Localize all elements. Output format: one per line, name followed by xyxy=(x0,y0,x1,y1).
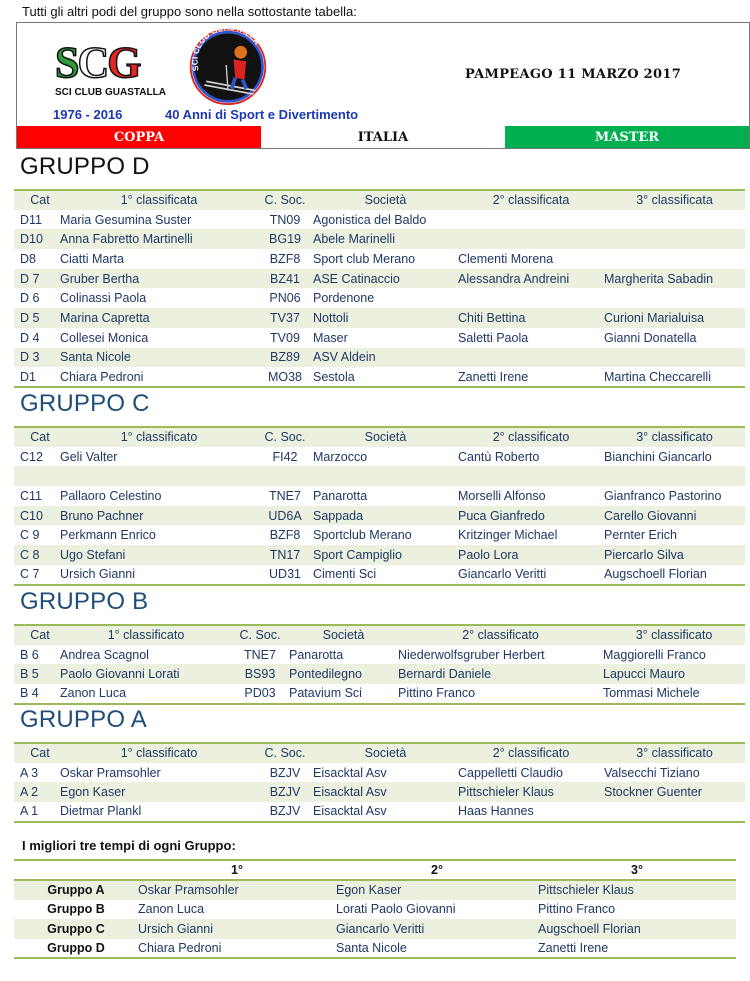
cell-third-place: Piercarlo Silva xyxy=(604,545,745,565)
cell-second-place: Saletti Paola xyxy=(458,330,529,345)
cell-club-code: TV09 xyxy=(270,330,300,345)
cell-club: Maser xyxy=(313,330,348,345)
cell-club: Cimenti Sci xyxy=(313,567,377,582)
group-title-a: GRUPPO A xyxy=(20,706,147,733)
col-header-third: 3° xyxy=(538,860,736,880)
group-b-table xyxy=(14,624,745,705)
cell-third: Pittino Franco xyxy=(538,902,616,917)
group-title-d: GRUPPO D xyxy=(20,153,150,180)
cell-second-place: Giancarlo Veritti xyxy=(458,567,547,582)
col-header-second-place: 2° classificato xyxy=(458,743,604,763)
table-row xyxy=(14,802,745,822)
cell-third-place: Lapucci Mauro xyxy=(603,664,745,684)
cell-second-place: Cantù Roberto xyxy=(458,449,540,464)
cell-club-code: UD6A xyxy=(258,506,312,526)
cell-cat: A 1 xyxy=(20,804,39,819)
cell-cat: C 7 xyxy=(20,567,40,582)
cell-third-place: Gianni Donatella xyxy=(604,330,697,345)
cell-second-place: Pittschieler Klaus xyxy=(458,782,604,802)
table-row xyxy=(14,880,736,900)
cell-cat: D1 xyxy=(20,369,36,384)
cell-group: Gruppo D xyxy=(47,940,105,955)
cell-third-place: Valsecchi Tiziano xyxy=(604,765,700,780)
cell-club-code: TN09 xyxy=(269,212,301,227)
table-row xyxy=(14,565,745,585)
flag-green-master: MASTER xyxy=(505,126,749,148)
cell-first-place: Egon Kaser xyxy=(60,782,258,802)
cell-second-place xyxy=(458,348,604,368)
cell-third-place: Pernter Erich xyxy=(604,528,677,543)
table-row xyxy=(14,367,745,387)
cell-first-place: Gruber Bertha xyxy=(60,269,258,289)
table-row xyxy=(14,645,745,665)
col-header-club: Società xyxy=(312,190,458,210)
cell-club-code: BZ89 xyxy=(258,348,312,368)
table-row xyxy=(14,447,745,467)
cell-club-code: BS93 xyxy=(232,664,288,684)
cell-club xyxy=(312,466,458,486)
cell-cat: A 3 xyxy=(20,765,39,780)
cell-club-code: PD03 xyxy=(244,686,276,701)
cell-club: Sappada xyxy=(312,506,458,526)
group-a-table xyxy=(14,742,745,823)
cell-club: Agonistica del Baldo xyxy=(313,212,427,227)
logo-letter-g: G xyxy=(107,38,140,87)
cell-club-code: TNE7 xyxy=(244,647,276,662)
header-row xyxy=(14,190,745,210)
cell-cat: B 4 xyxy=(20,686,39,701)
cell-first-place: Collesei Monica xyxy=(60,330,149,345)
cell-second-place: Alessandra Andreini xyxy=(458,269,604,289)
cell-first: Chiara Pedroni xyxy=(138,940,222,955)
cell-third-place: Stockner Guenter xyxy=(604,782,745,802)
cell-first-place: Maria Gesumina Suster xyxy=(60,212,192,227)
table-row xyxy=(14,210,745,230)
header-row xyxy=(14,860,736,880)
cell-club: Eisacktal Asv xyxy=(313,804,387,819)
cell-third-place xyxy=(604,229,745,249)
col-header-second: 2° xyxy=(336,860,538,880)
cell-second: Egon Kaser xyxy=(336,880,538,900)
cell-club: Marzocco xyxy=(313,449,368,464)
cell-cat: D8 xyxy=(20,251,36,266)
cell-first-place: Andrea Scagnol xyxy=(60,647,149,662)
cell-third-place: Augschoell Florian xyxy=(604,567,707,582)
cell-club-code: TN17 xyxy=(258,545,312,565)
cell-second-place: Puca Gianfredo xyxy=(458,506,604,526)
cell-club-code: UD31 xyxy=(269,567,301,582)
cell-cat: D11 xyxy=(20,212,43,227)
cell-club-code: MO38 xyxy=(267,369,303,384)
cell-club: Sport Campiglio xyxy=(312,545,458,565)
col-header-first-place: 1° classificato xyxy=(60,625,232,645)
cell-club-code: BZ41 xyxy=(258,269,312,289)
cell-club-code: BZJV xyxy=(269,804,301,819)
col-header-club-code: C. Soc. xyxy=(232,625,288,645)
cell-club: Panarotta xyxy=(313,488,368,503)
cell-cat: C12 xyxy=(20,449,43,464)
table-row xyxy=(14,249,745,269)
table-row xyxy=(14,782,745,802)
table-row xyxy=(14,308,745,328)
table-row xyxy=(14,684,745,704)
table-row xyxy=(14,466,745,486)
col-header-third-place: 3° classificato xyxy=(604,743,745,763)
cell-cat: C 9 xyxy=(20,528,40,543)
cell-club: Nottoli xyxy=(312,308,458,328)
tricolor-bar xyxy=(16,126,750,149)
cell-third-place: Margherita Sabadin xyxy=(604,269,745,289)
col-header-cat: Cat xyxy=(14,625,60,645)
cell-first-place: Ciatti Marta xyxy=(60,251,124,266)
cell-second-place: Bernardi Daniele xyxy=(398,664,603,684)
col-header-club-code: C. Soc. xyxy=(258,190,312,210)
col-header-club-code: C. Soc. xyxy=(258,427,312,447)
cell-first-place: Santa Nicole xyxy=(60,348,258,368)
cell-first-place: Geli Valter xyxy=(60,449,118,464)
intro-text: Tutti gli altri podi del gruppo sono nella sottostante tabella: xyxy=(22,4,357,19)
cell-third-place: Maggiorelli Franco xyxy=(603,647,706,662)
cell-second-place: Kritzinger Michael xyxy=(458,528,558,543)
cell-club: Patavium Sci xyxy=(289,686,362,701)
cell-cat: D 3 xyxy=(14,348,60,368)
header-row xyxy=(14,743,745,763)
cell-first-place: Colinassi Paola xyxy=(60,291,147,306)
cell-club-code: BZJV xyxy=(269,765,301,780)
cell-cat xyxy=(14,466,60,486)
cell-club: Sportclub Merano xyxy=(313,528,412,543)
col-header-third-place: 3° classificato xyxy=(604,427,745,447)
cell-second-place xyxy=(458,210,604,230)
cell-club: Eisacktal Asv xyxy=(312,782,458,802)
cell-third: Augschoell Florian xyxy=(538,919,736,939)
col-header-first-place: 1° classificato xyxy=(60,427,258,447)
col-header-club: Società xyxy=(312,743,458,763)
cell-club-code xyxy=(258,466,312,486)
table-row xyxy=(14,545,745,565)
table-row xyxy=(14,269,745,289)
cell-club: Sport club Merano xyxy=(313,251,416,266)
cell-second-place xyxy=(458,466,604,486)
cell-second: Lorati Paolo Giovanni xyxy=(336,902,456,917)
cell-cat: B 5 xyxy=(14,664,60,684)
table-row xyxy=(14,486,745,506)
cell-club: Sestola xyxy=(313,369,355,384)
table-row xyxy=(14,288,745,308)
cell-group: Gruppo B xyxy=(47,902,105,917)
cell-second-place: Paolo Lora xyxy=(458,545,604,565)
cell-first-place: Marina Capretta xyxy=(60,308,258,328)
tagline xyxy=(53,107,358,123)
cell-cat: C11 xyxy=(20,488,43,503)
cell-first-place: Bruno Pachner xyxy=(60,506,258,526)
col-header-third-place: 3° classificato xyxy=(603,625,745,645)
cell-third-place xyxy=(604,210,745,230)
header-row xyxy=(14,427,745,447)
cell-second-place: Clementi Morena xyxy=(458,251,554,266)
cell-second-place: Chiti Bettina xyxy=(458,308,604,328)
cell-third-place: Gianfranco Pastorino xyxy=(604,488,722,503)
cell-club: ASE Catinaccio xyxy=(312,269,458,289)
cell-first: Zanon Luca xyxy=(138,902,205,917)
cell-club: Panarotta xyxy=(289,647,344,662)
ski-club-badge-icon xyxy=(185,25,271,105)
cell-cat: D 6 xyxy=(20,291,40,306)
cell-second: Santa Nicole xyxy=(336,940,407,955)
cell-second-place: Haas Hannes xyxy=(458,804,534,819)
cell-first: Ursich Gianni xyxy=(138,919,336,939)
cell-first-place xyxy=(60,466,258,486)
cell-club-code: BZJV xyxy=(258,782,312,802)
col-header-cat: Cat xyxy=(14,427,60,447)
col-header-club: Società xyxy=(312,427,458,447)
cell-club-code: BZF8 xyxy=(269,251,301,266)
col-header-group xyxy=(14,860,138,880)
col-header-club: Società xyxy=(288,625,398,645)
cell-first-place: Ugo Stefani xyxy=(60,545,258,565)
col-header-first-place: 1° classificata xyxy=(60,190,258,210)
table-row xyxy=(14,525,745,545)
header-row xyxy=(14,625,745,645)
cell-second-place: Zanetti Irene xyxy=(458,369,529,384)
cell-first-place: Chiara Pedroni xyxy=(60,369,144,384)
cell-second-place: Cappelletti Claudio xyxy=(458,765,563,780)
cell-cat: B 6 xyxy=(20,647,39,662)
cell-club: Pordenone xyxy=(313,291,375,306)
group-c-table xyxy=(14,426,745,586)
cell-group: Gruppo C xyxy=(14,919,138,939)
group-title-c: GRUPPO C xyxy=(20,390,150,417)
cell-third-place: Curioni Marialuisa xyxy=(604,308,745,328)
table-row xyxy=(14,328,745,348)
event-title: PAMPEAGO 11 MARZO 2017 xyxy=(465,67,682,82)
table-row xyxy=(14,919,736,939)
flag-white-italia: ITALIA xyxy=(261,126,505,148)
table-row xyxy=(14,939,736,959)
cell-first-place: Perkmann Enrico xyxy=(60,528,156,543)
cell-third-place: Martina Checcarelli xyxy=(604,369,711,384)
club-banner xyxy=(16,22,750,126)
cell-club-code: FI42 xyxy=(272,449,298,464)
col-header-cat: Cat xyxy=(14,743,60,763)
cell-second-place: Pittino Franco xyxy=(398,686,476,701)
cell-cat: C 8 xyxy=(14,545,60,565)
table-row xyxy=(14,900,736,920)
cell-first-place: Oskar Pramsohler xyxy=(60,765,161,780)
col-header-cat: Cat xyxy=(14,190,60,210)
table-row xyxy=(14,348,745,368)
cell-cat: D 7 xyxy=(14,269,60,289)
table-row xyxy=(14,763,745,783)
cell-club-code: TV37 xyxy=(258,308,312,328)
col-header-first: 1° xyxy=(138,860,336,880)
cell-third-place xyxy=(604,802,745,822)
table-row xyxy=(14,229,745,249)
col-header-first-place: 1° classificato xyxy=(60,743,258,763)
cell-club: ASV Aldein xyxy=(312,348,458,368)
badge-text: SCI CLUB GUASTALLA xyxy=(190,25,262,72)
logo-subtitle: SCI CLUB GUASTALLA xyxy=(55,87,166,98)
best-times-title: I migliori tre tempi di ogni Gruppo: xyxy=(22,838,236,853)
cell-second-place xyxy=(458,229,604,249)
cell-cat: D10 xyxy=(14,229,60,249)
cell-cat: A 2 xyxy=(14,782,60,802)
flag-red-coppa: COPPA xyxy=(17,126,261,148)
best-times-table xyxy=(14,859,736,959)
cell-third-place xyxy=(604,288,745,308)
col-header-second-place: 2° classificato xyxy=(458,427,604,447)
cell-cat: D 4 xyxy=(20,330,40,345)
table-row xyxy=(14,664,745,684)
col-header-second-place: 2° classificato xyxy=(398,625,603,645)
cell-group: Gruppo A xyxy=(14,880,138,900)
cell-club: Eisacktal Asv xyxy=(313,765,387,780)
cell-third-place: Carello Giovanni xyxy=(604,506,745,526)
col-header-club-code: C. Soc. xyxy=(258,743,312,763)
cell-second-place: Niederwolfsgruber Herbert xyxy=(398,647,545,662)
cell-second-place xyxy=(458,288,604,308)
cell-club-code: TNE7 xyxy=(269,488,301,503)
cell-first-place: Pallaoro Celestino xyxy=(60,488,162,503)
group-title-b: GRUPPO B xyxy=(20,588,149,615)
col-header-second-place: 2° classificata xyxy=(458,190,604,210)
cell-second: Giancarlo Veritti xyxy=(336,919,538,939)
cell-first-place: Dietmar Plankl xyxy=(60,804,142,819)
cell-third-place xyxy=(604,466,745,486)
cell-third: Zanetti Irene xyxy=(538,940,609,955)
cell-cat: D 5 xyxy=(14,308,60,328)
cell-club-code: BG19 xyxy=(258,229,312,249)
cell-third-place: Tommasi Michele xyxy=(603,686,700,701)
cell-third-place: Bianchini Giancarlo xyxy=(604,449,712,464)
cell-first-place: Zanon Luca xyxy=(60,686,127,701)
cell-third-place xyxy=(604,249,745,269)
years: 1976 - 2016 xyxy=(53,107,123,122)
cell-club: Abele Marinelli xyxy=(312,229,458,249)
col-header-third-place: 3° classificata xyxy=(604,190,745,210)
cell-third: Pittschieler Klaus xyxy=(538,880,736,900)
cell-first-place: Paolo Giovanni Lorati xyxy=(60,664,232,684)
scg-logo xyxy=(55,38,167,99)
table-row xyxy=(14,506,745,526)
cell-first-place: Ursich Gianni xyxy=(60,567,136,582)
logo-letter-c: C xyxy=(77,38,108,87)
cell-club-code: BZF8 xyxy=(269,528,301,543)
cell-second-place: Morselli Alfonso xyxy=(458,488,546,503)
cell-first: Oskar Pramsohler xyxy=(138,880,336,900)
group-d-table xyxy=(14,189,745,388)
cell-first-place: Anna Fabretto Martinelli xyxy=(60,229,258,249)
cell-cat: C10 xyxy=(14,506,60,526)
cell-club: Pontedilegno xyxy=(288,664,398,684)
motto: 40 Anni di Sport e Divertimento xyxy=(165,107,359,122)
cell-third-place xyxy=(604,348,745,368)
cell-club-code: PN06 xyxy=(269,291,301,306)
logo-letter-s: S xyxy=(55,38,78,87)
